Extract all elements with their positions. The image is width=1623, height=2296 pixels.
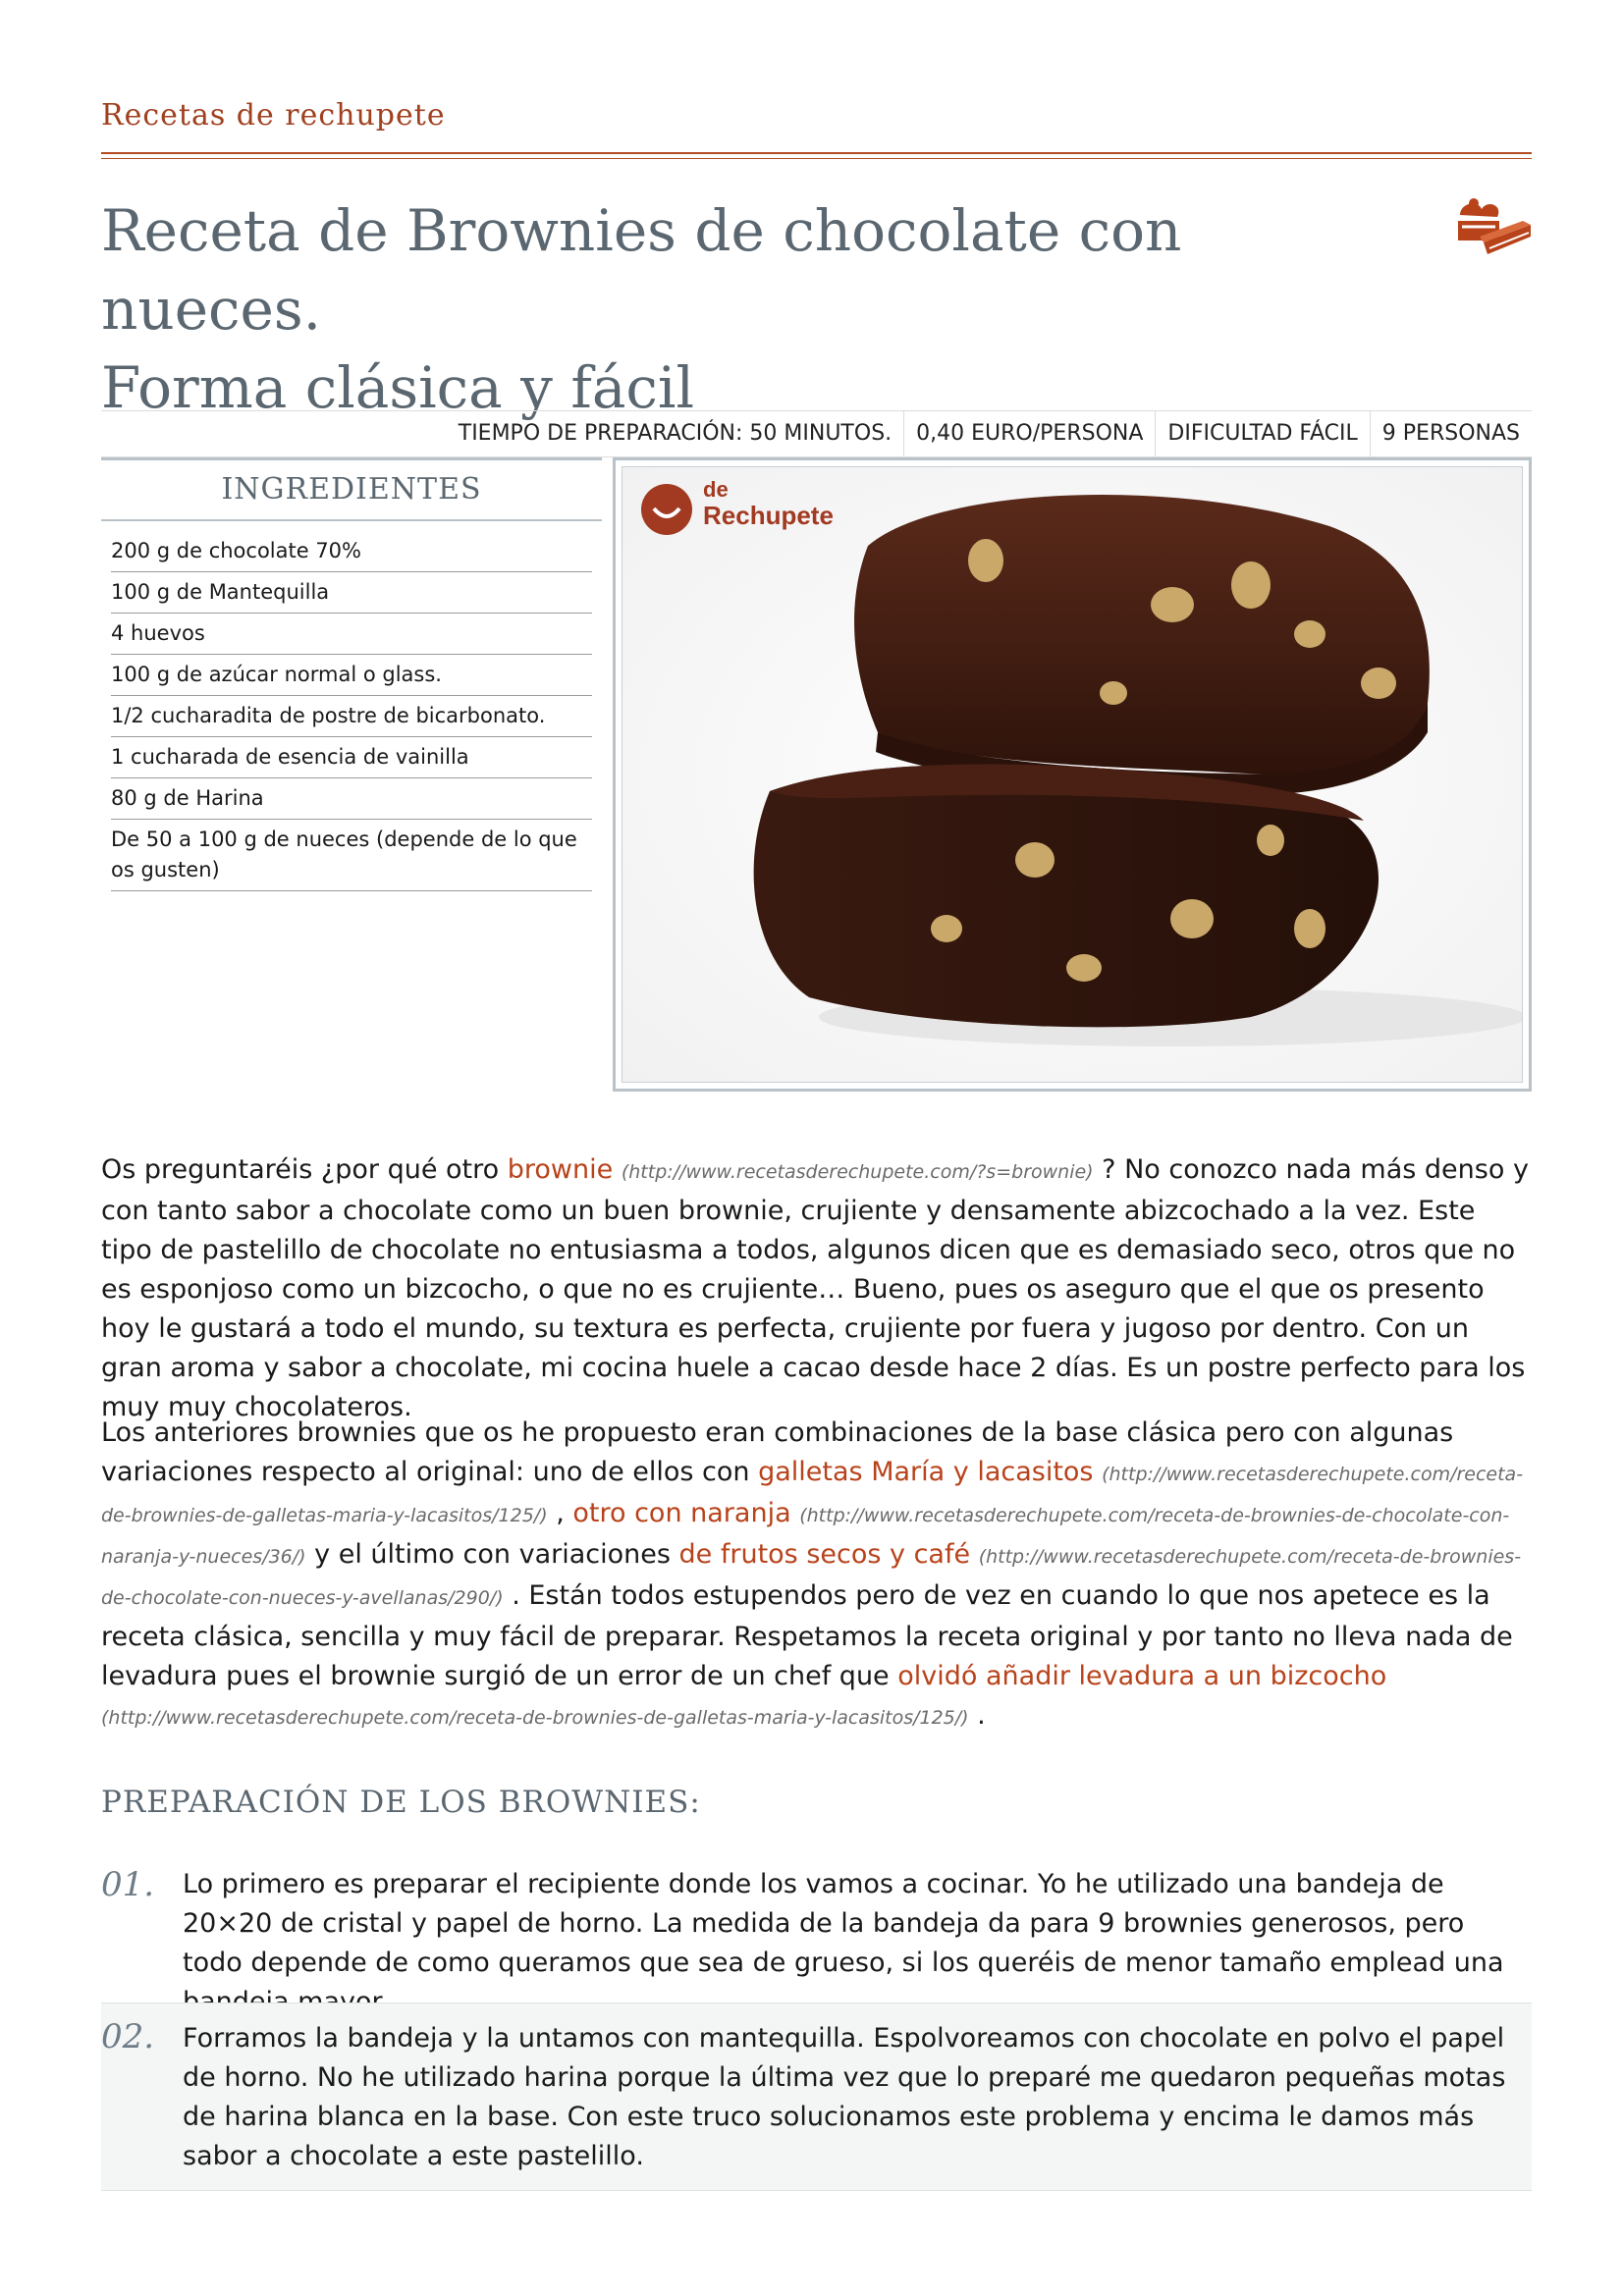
ingredient-item: 4 huevos (111, 614, 592, 655)
cost-per-person: 0,40 EURO/PERSONA (903, 411, 1155, 456)
title-line-1: Receta de Brownies de chocolate con nueces. (101, 197, 1182, 343)
photo-frame (622, 466, 1523, 1083)
ingredient-item: 100 g de azúcar normal o glass. (111, 655, 592, 696)
text: Os preguntaréis ¿por qué otro (101, 1154, 508, 1185)
text: y el último con variaciones (305, 1539, 679, 1570)
ingredient-item: 1 cucharada de esencia de vainilla (111, 737, 592, 778)
url-galletas: (http://www.recetasderechupete.com/receta-de-brownies-de-galletas-maria-y-lacasitos/125/) (101, 1464, 1524, 1526)
watermark-rechupete: Rechupete (703, 501, 834, 530)
link-levadura[interactable]: olvidó añadir levadura a un bizcocho (897, 1661, 1387, 1691)
step-text: Forramos la bandeja y la untamos con mantequilla. Espolvoreamos con chocolate en polvo el papel de horno. No he utilizado harina porque la última vez que lo preparé me quedaron pequeñas motas de harina blanca en la base. Con este truco solucionamos este problema y encima le damos más sabor a chocolate a este pastelillo. (183, 2023, 1506, 2171)
prep-time: TIEMPO DE PREPARACIÓN: 50 MINUTOS. (458, 421, 893, 446)
link-brownie[interactable]: brownie (507, 1154, 614, 1185)
ingredient-item: 100 g de Mantequilla (111, 572, 592, 614)
url-levadura: (http://www.recetasderechupete.com/receta-de-brownies-de-galletas-maria-y-lacasitos/125/) (101, 1707, 969, 1729)
step-2 (101, 2002, 1532, 2191)
site-name[interactable]: Recetas de rechupete (101, 98, 446, 133)
text: ? No conozco nada más denso y con tanto sabor a chocolate como un buen brownie, crujiente y densamente abizcochado a la vez. Este tipo de pastelillo de chocolate no entusiasma a todos, algunos dicen que es demasiado seco, otros que no es esponjoso como un bizcocho, o que no es crujiente… Bueno, pues os aseguro que el que os presento hoy le gustará a todo el mundo, su textura es perfecta, crujiente por fuera y jugoso por dentro. Con un gran aroma y sabor a chocolate, mi cocina huele a cacao desde hace 2 días. Es un postre perfecto para los muy muy chocolateros. (101, 1154, 1529, 1422)
intro-paragraph-1 (101, 1150, 1532, 1427)
difficulty: DIFICULTAD FÁCIL (1155, 411, 1369, 456)
cake-slice-icon (1454, 191, 1533, 260)
ingredient-item: 80 g de Harina (111, 778, 592, 820)
step-text: Lo primero es preparar el recipiente donde los vamos a cocinar. Yo he utilizado una bandeja de 20×20 de cristal y papel de horno. La medida de la bandeja da para 9 brownies generosos, pero todo depende de como queramos que sea de grueso, si los queréis de menor tamaño emplead una (183, 1869, 1504, 1978)
step-number: 01. (101, 1865, 155, 1904)
recipe-meta-bar (101, 410, 1532, 457)
header-rule (101, 152, 1532, 154)
brownies-image (622, 467, 1522, 1082)
title-line-2: Forma clásica y fácil (101, 354, 694, 421)
watermark-de: de (703, 477, 729, 502)
url-frutos-secos: (http://www.recetasderechupete.com/receta-de-brownies-de-chocolate-con-nueces-y-avellanas/290/) (101, 1546, 1522, 1609)
url-naranja: (http://www.recetasderechupete.com/receta-de-brownies-de-chocolate-con-naranja-y-nueces/36/) (101, 1505, 1510, 1568)
ingredient-item: 1/2 cucharadita de postre de bicarbonato. (111, 696, 592, 737)
text: . (968, 1700, 986, 1731)
ingredient-item: 200 g de chocolate 70% (111, 531, 592, 572)
recipe-photo (613, 457, 1532, 1092)
link-galletas[interactable]: galletas María y lacasitos (758, 1457, 1094, 1487)
ingredients-heading: INGREDIENTES (101, 457, 602, 521)
header-rule-thin (101, 158, 1532, 159)
preparation-heading: PREPARACIÓN DE LOS BROWNIES: (101, 1785, 701, 1820)
text: Los anteriores brownies que os he propuesto eran combinaciones de la base clásica pero con algunas variaciones respecto al original: uno de ellos con (101, 1417, 1454, 1487)
intro-paragraph-2 (101, 1414, 1532, 1737)
servings: 9 PERSONAS (1370, 411, 1532, 456)
url-brownie: (http://www.recetasderechupete.com/?s=brownie) (621, 1161, 1094, 1183)
ingredient-item: De 50 a 100 g de nueces (depende de lo que os gusten) (111, 820, 592, 891)
step-1 (101, 1865, 1532, 1983)
page-title (101, 191, 1378, 427)
step-number: 02. (101, 2017, 155, 2056)
text: , (547, 1498, 573, 1528)
ingredients-panel (101, 457, 602, 891)
ingredients-list (101, 531, 592, 891)
text: . Están todos estupendos pero de vez en cuando lo que nos apetece es la receta clásica, sencilla y muy fácil de preparar. Respetamos la receta original y por tanto no lleva nada de levadura pues el brownie surgió de un error de un chef que (101, 1580, 1513, 1691)
link-frutos-secos[interactable]: de frutos secos y café (678, 1539, 971, 1570)
link-naranja[interactable]: otro con naranja (572, 1498, 791, 1528)
